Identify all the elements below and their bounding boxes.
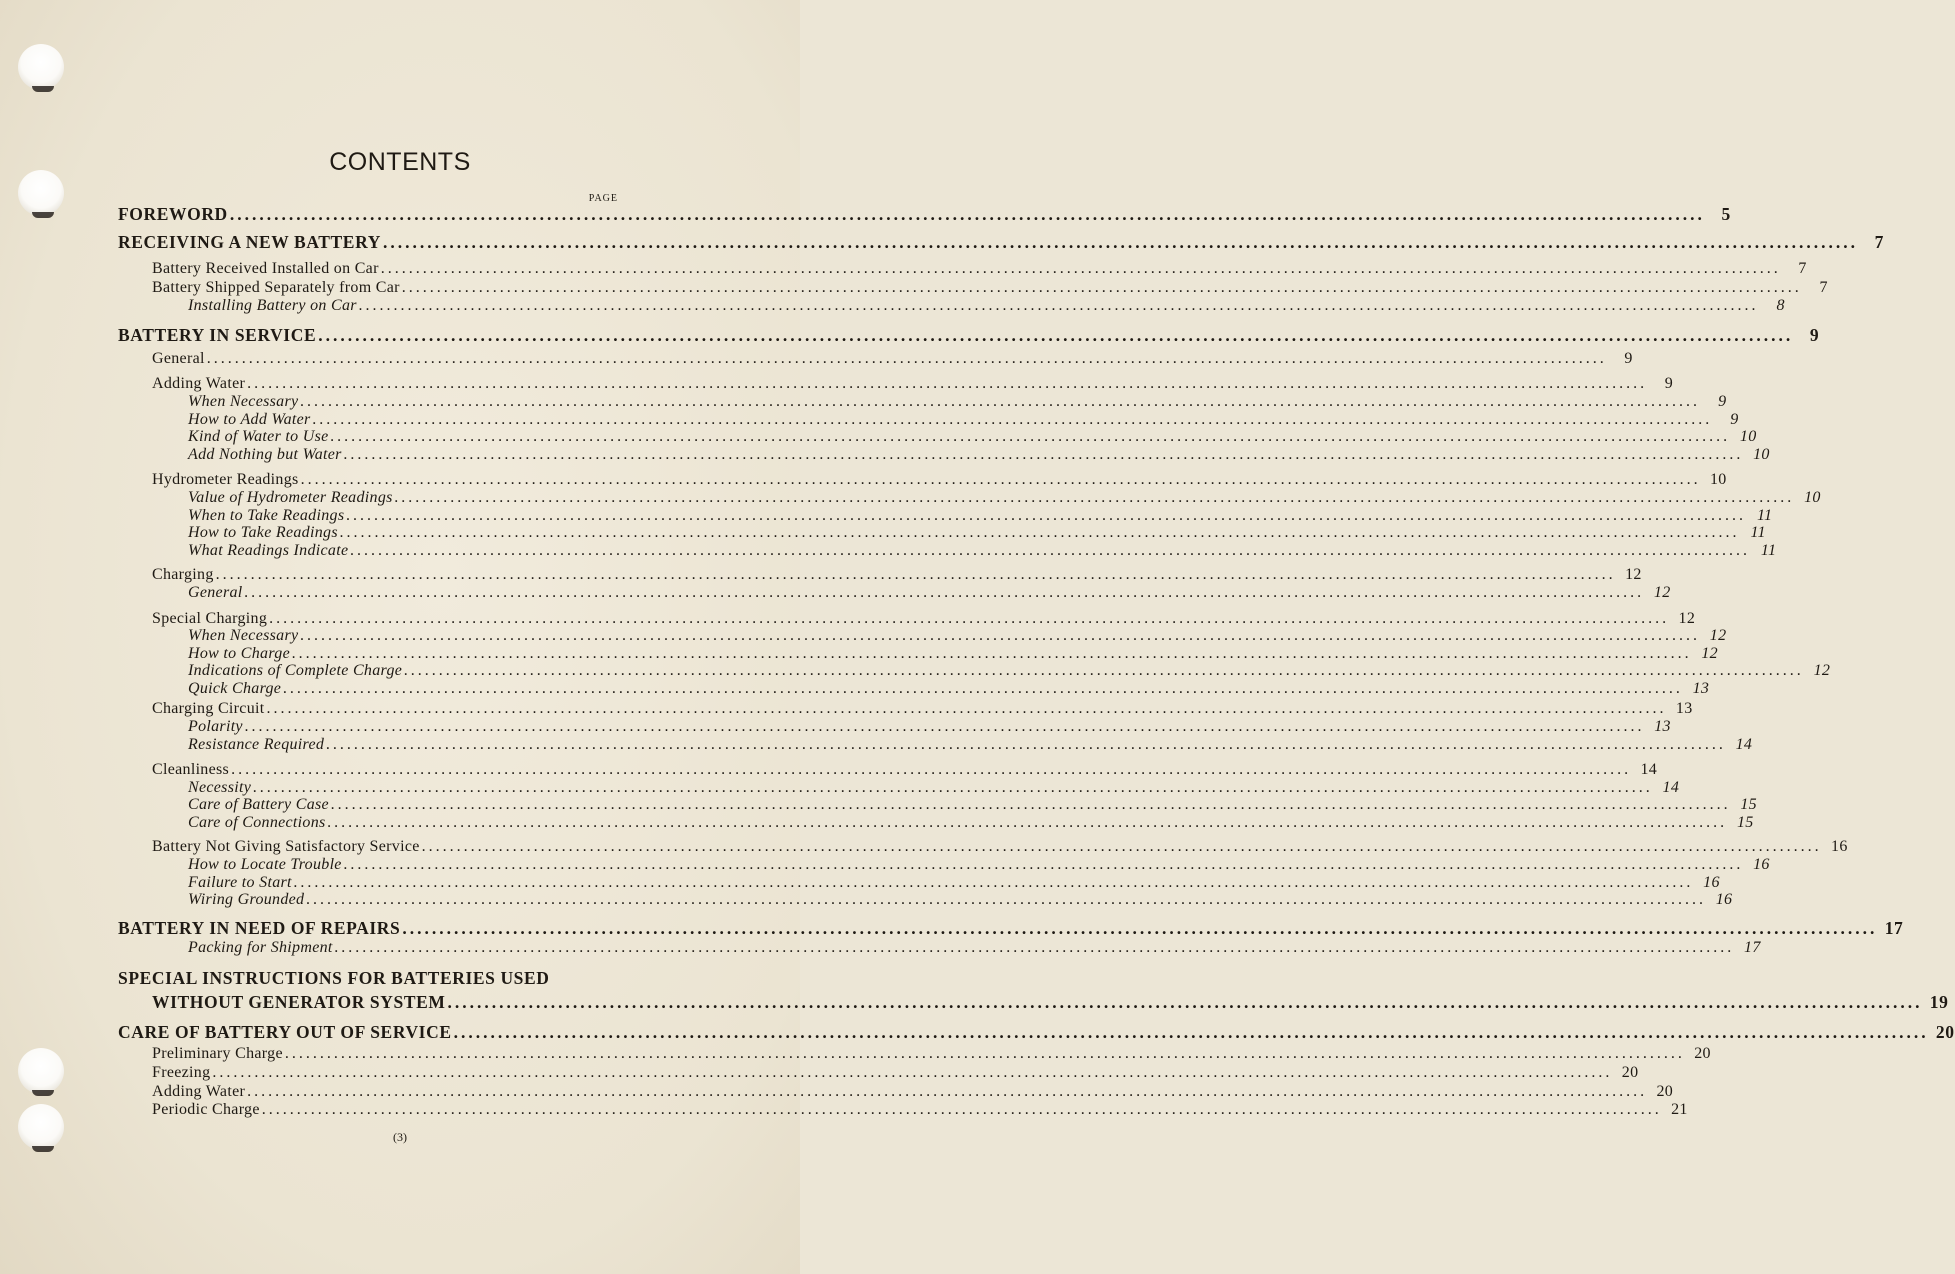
toc-entry-label: Battery Received Installed on Car bbox=[152, 260, 379, 277]
toc-entry bbox=[152, 761, 1658, 779]
toc-entry bbox=[188, 542, 1777, 560]
toc-entry-label: WITHOUT GENERATOR SYSTEM bbox=[152, 992, 446, 1012]
toc-entry bbox=[152, 838, 1848, 856]
dot-leader: ........................................................................................................................................................................................................ bbox=[244, 584, 1645, 601]
dot-leader: ........................................................................................................................................................................................................ bbox=[283, 680, 1684, 697]
toc-entry bbox=[118, 325, 1820, 346]
toc-entry bbox=[188, 662, 1831, 680]
toc-entry-label: Care of Connections bbox=[188, 814, 326, 831]
toc-entry-page: 9 bbox=[1624, 350, 1633, 367]
toc-entry bbox=[118, 918, 1904, 939]
dot-leader: ........................................................................................................................................................................................................ bbox=[326, 736, 1727, 753]
toc-entry-page: 15 bbox=[1740, 796, 1757, 813]
toc-entry bbox=[188, 736, 1753, 754]
toc-entry-page: 16 bbox=[1831, 838, 1848, 855]
toc-entry-label: How to Locate Trouble bbox=[188, 856, 342, 873]
dot-leader: ........................................................................................................................................................................................................ bbox=[266, 700, 1667, 717]
toc-entry-label: Periodic Charge bbox=[152, 1101, 260, 1118]
toc-entry bbox=[188, 524, 1766, 542]
dot-leader: ........................................................................................................................................................................................................ bbox=[343, 856, 1744, 873]
toc-entry-page: 7 bbox=[1819, 279, 1828, 296]
toc-entry-label: How to Charge bbox=[188, 645, 290, 662]
dot-leader: ........................................................................................................................................................................................................ bbox=[401, 279, 1802, 296]
toc-entry-label: When Necessary bbox=[188, 393, 299, 410]
toc-entry bbox=[152, 1101, 1688, 1119]
dot-leader: ........................................................................................................................................................................................................ bbox=[300, 471, 1701, 488]
toc-entry-label: BATTERY IN NEED OF REPAIRS bbox=[118, 918, 401, 938]
toc-entry-label: When Necessary bbox=[188, 627, 299, 644]
dot-leader: ........................................................................................................................................................................................................ bbox=[404, 662, 1805, 679]
toc-entry-label: Add Nothing but Water bbox=[188, 446, 342, 463]
toc-entry bbox=[152, 566, 1642, 584]
dot-leader: ........................................................................................................................................................................................................ bbox=[229, 204, 1705, 224]
toc-entry bbox=[152, 992, 1949, 1013]
toc-entry-page: 5 bbox=[1721, 204, 1731, 224]
toc-entry-label: Battery Not Giving Satisfactory Service bbox=[152, 838, 420, 855]
toc-entry-page: 13 bbox=[1654, 718, 1671, 735]
dot-leader: ........................................................................................................................................................................................................ bbox=[339, 524, 1740, 541]
dot-leader: ........................................................................................................................................................................................................ bbox=[358, 297, 1759, 314]
toc-entry-page: 9 bbox=[1730, 411, 1739, 428]
toc-entry bbox=[188, 796, 1757, 814]
toc-entry-page: 20 bbox=[1621, 1064, 1639, 1081]
toc-entry-page: 12 bbox=[1701, 645, 1718, 662]
page-number: (3) bbox=[393, 1130, 407, 1144]
toc-entry-label: Hydrometer Readings bbox=[152, 471, 299, 488]
dot-leader: ........................................................................................................................................................................................................ bbox=[330, 796, 1731, 813]
dot-leader: ........................................................................................................................................................................................................ bbox=[343, 446, 1744, 463]
toc-entry-page: 14 bbox=[1640, 761, 1658, 778]
toc-entry-label: General bbox=[152, 350, 205, 367]
toc-entry-label: Resistance Required bbox=[188, 736, 325, 753]
toc-entry bbox=[188, 680, 1710, 698]
toc-entry-page: 15 bbox=[1736, 814, 1754, 831]
toc-entry-label: Battery Shipped Separately from Car bbox=[152, 279, 400, 296]
toc-entry-label: Wiring Grounded bbox=[188, 891, 305, 908]
toc-entry-page: 16 bbox=[1703, 874, 1720, 891]
dot-leader: ........................................................................................................................................................................................................ bbox=[346, 507, 1747, 524]
toc-entry-page: 10 bbox=[1753, 446, 1770, 463]
dot-leader: ........................................................................................................................................................................................................ bbox=[212, 1064, 1613, 1081]
toc-entry bbox=[152, 350, 1633, 368]
punch-hole-icon bbox=[18, 44, 64, 90]
dot-leader: ........................................................................................................................................................................................................ bbox=[330, 428, 1731, 445]
toc-entry-label: RECEIVING A NEW BATTERY bbox=[118, 232, 381, 252]
toc-entry bbox=[118, 232, 1884, 253]
toc-entry-page: 17 bbox=[1744, 939, 1761, 956]
toc-entry bbox=[188, 627, 1727, 645]
toc-entry-page: 10 bbox=[1709, 471, 1727, 488]
dot-leader: ........................................................................................................................................................................................................ bbox=[231, 761, 1632, 778]
toc-entry-page: 12 bbox=[1625, 566, 1642, 583]
toc-entry-page: 11 bbox=[1756, 507, 1773, 524]
dot-leader: ........................................................................................................................................................................................................ bbox=[447, 992, 1923, 1012]
toc-entry bbox=[188, 297, 1785, 315]
toc-entry-label: Adding Water bbox=[152, 1083, 246, 1100]
toc-entry bbox=[152, 1064, 1639, 1082]
toc-entry-label: Cleanliness bbox=[152, 761, 230, 778]
toc-entry-label: FOREWORD bbox=[118, 204, 228, 224]
dot-leader: ........................................................................................................................................................................................................ bbox=[312, 411, 1713, 428]
toc-entry-page: 12 bbox=[1709, 627, 1727, 644]
toc-entry-page: 13 bbox=[1692, 680, 1710, 697]
dot-leader: ........................................................................................................................................................................................................ bbox=[300, 393, 1701, 410]
toc-entry-page: 16 bbox=[1753, 856, 1770, 873]
toc-entry-label: How to Add Water bbox=[188, 411, 311, 428]
toc-entry bbox=[152, 700, 1693, 718]
toc-entry-page: 7 bbox=[1798, 260, 1807, 277]
dot-leader: ........................................................................................................................................................................................................ bbox=[453, 1022, 1929, 1042]
toc-entry-page: 20 bbox=[1694, 1045, 1711, 1062]
toc-entry-label: Packing for Shipment bbox=[188, 939, 333, 956]
toc-entry-page: 17 bbox=[1884, 918, 1904, 938]
toc-entry bbox=[188, 891, 1733, 909]
dot-leader: ........................................................................................................................................................................................................ bbox=[350, 542, 1751, 559]
toc-entry-page: 12 bbox=[1678, 610, 1696, 627]
toc-entry bbox=[152, 375, 1674, 393]
toc-entry-page: 11 bbox=[1750, 524, 1766, 541]
dot-leader: ........................................................................................................................................................................................................ bbox=[382, 232, 1858, 252]
toc-entry-label: When to Take Readings bbox=[188, 507, 345, 524]
dot-leader: ........................................................................................................................................................................................................ bbox=[247, 1083, 1648, 1100]
toc-entry-label: BATTERY IN SERVICE bbox=[118, 325, 317, 345]
dot-leader: ........................................................................................................................................................................................................ bbox=[300, 627, 1701, 644]
toc-entry-page: 21 bbox=[1671, 1101, 1688, 1118]
toc-entry bbox=[152, 260, 1807, 278]
toc-entry-label: SPECIAL INSTRUCTIONS FOR BATTERIES USED bbox=[118, 968, 550, 988]
toc-entry bbox=[188, 856, 1770, 874]
dot-leader: ........................................................................................................................................................................................................ bbox=[261, 1101, 1662, 1118]
toc-entry bbox=[188, 507, 1773, 525]
punch-hole-icon bbox=[18, 1048, 64, 1094]
toc-entry bbox=[188, 779, 1680, 797]
dot-leader: ........................................................................................................................................................................................................ bbox=[380, 260, 1781, 277]
page-title: CONTENTS bbox=[329, 148, 471, 176]
toc-entry-label: Necessity bbox=[188, 779, 252, 796]
toc-entry bbox=[118, 204, 1731, 225]
toc-entry-label: Freezing bbox=[152, 1064, 211, 1081]
dot-leader: ........................................................................................................................................................................................................ bbox=[215, 566, 1616, 583]
toc-entry-label: Kind of Water to Use bbox=[188, 428, 329, 445]
dot-leader: ........................................................................................................................................................................................................ bbox=[318, 325, 1794, 345]
toc-entry-label: General bbox=[188, 584, 243, 601]
dot-leader: ........................................................................................................................................................................................................ bbox=[421, 838, 1822, 855]
toc-entry-page: 11 bbox=[1760, 542, 1777, 559]
toc-entry-page: 20 bbox=[1656, 1083, 1674, 1100]
toc-entry-label: How to Take Readings bbox=[188, 524, 338, 541]
toc-entry-page: 19 bbox=[1929, 992, 1949, 1012]
toc-entry bbox=[152, 471, 1727, 489]
toc-entry-label: Quick Charge bbox=[188, 680, 282, 697]
toc-entry-page: 9 bbox=[1809, 325, 1820, 345]
page-column-header: PAGE bbox=[588, 193, 618, 204]
toc-entry-page: 16 bbox=[1715, 891, 1733, 908]
toc-entry bbox=[188, 489, 1821, 507]
toc-entry bbox=[152, 610, 1696, 628]
toc-entry-page: 20 bbox=[1935, 1022, 1955, 1042]
toc-entry bbox=[188, 428, 1757, 446]
dot-leader: ........................................................................................................................................................................................................ bbox=[291, 645, 1692, 662]
dot-leader: ........................................................................................................................................................................................................ bbox=[327, 814, 1728, 831]
toc-entry bbox=[118, 1022, 1955, 1043]
toc-entry-label: Care of Battery Case bbox=[188, 796, 329, 813]
toc-entry-page: 13 bbox=[1675, 700, 1693, 717]
dot-leader: ........................................................................................................................................................................................................ bbox=[247, 375, 1648, 392]
toc-entry-label: Polarity bbox=[188, 718, 243, 735]
dot-leader: ........................................................................................................................................................................................................ bbox=[306, 891, 1707, 908]
toc-entry bbox=[188, 446, 1770, 464]
toc-entry-label: Failure to Start bbox=[188, 874, 292, 891]
dot-leader: ........................................................................................................................................................................................................ bbox=[293, 874, 1694, 891]
dot-leader: ........................................................................................................................................................................................................ bbox=[206, 350, 1607, 367]
toc-entry-label: Charging bbox=[152, 566, 214, 583]
dot-leader: ........................................................................................................................................................................................................ bbox=[394, 489, 1795, 506]
toc-entry-page: 7 bbox=[1874, 232, 1884, 252]
toc-entry-page: 12 bbox=[1813, 662, 1831, 679]
toc-entry-page: 9 bbox=[1718, 393, 1727, 410]
toc-entry bbox=[188, 584, 1671, 602]
toc-entry bbox=[188, 718, 1671, 736]
toc-entry bbox=[188, 874, 1720, 892]
toc-entry-page: 9 bbox=[1664, 375, 1674, 392]
toc-entry-page: 10 bbox=[1739, 428, 1757, 445]
toc-entry bbox=[188, 645, 1718, 663]
dot-leader: ........................................................................................................................................................................................................ bbox=[253, 779, 1654, 796]
dot-leader: ........................................................................................................................................................................................................ bbox=[334, 939, 1735, 956]
toc-entry-label: Value of Hydrometer Readings bbox=[188, 489, 393, 506]
toc-entry-page: 14 bbox=[1735, 736, 1753, 753]
toc-entry-page: 14 bbox=[1662, 779, 1680, 796]
toc-entry-label: Installing Battery on Car bbox=[188, 297, 357, 314]
toc-entry-label: Indications of Complete Charge bbox=[188, 662, 403, 679]
toc-entry-label: Special Charging bbox=[152, 610, 268, 627]
toc-entry bbox=[152, 1083, 1674, 1101]
toc-entry-label: CARE OF BATTERY OUT OF SERVICE bbox=[118, 1022, 452, 1042]
dot-leader: ........................................................................................................................................................................................................ bbox=[402, 918, 1878, 938]
toc-entry bbox=[152, 279, 1828, 297]
toc-entry bbox=[188, 393, 1727, 411]
toc-entry-page: 8 bbox=[1776, 297, 1785, 314]
toc-entry bbox=[188, 939, 1761, 957]
toc-entry-label: What Readings Indicate bbox=[188, 542, 349, 559]
toc-entry-page: 10 bbox=[1804, 489, 1821, 506]
dot-leader: ........................................................................................................................................................................................................ bbox=[284, 1045, 1685, 1062]
toc-entry-label: Charging Circuit bbox=[152, 700, 265, 717]
toc-entry bbox=[188, 814, 1754, 832]
toc-entry bbox=[188, 411, 1739, 429]
toc-entry-page: 12 bbox=[1653, 584, 1671, 601]
toc-entry bbox=[152, 1045, 1711, 1063]
toc-entry-label: Adding Water bbox=[152, 375, 246, 392]
dot-leader: ........................................................................................................................................................................................................ bbox=[244, 718, 1645, 735]
dot-leader: ........................................................................................................................................................................................................ bbox=[269, 610, 1670, 627]
toc-entry-label: Preliminary Charge bbox=[152, 1045, 283, 1062]
